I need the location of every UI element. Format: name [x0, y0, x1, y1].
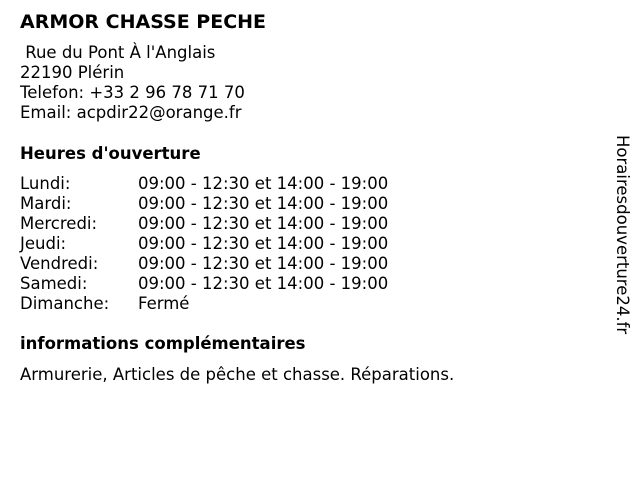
street-address: Rue du Pont À l'Anglais [20, 43, 216, 62]
day-label: Mardi: [20, 194, 72, 213]
hours-row-monday [20, 174, 388, 194]
info-text: Armurerie, Articles de pêche et chasse. Réparations. [20, 365, 455, 384]
postal-city: 22190 Plérin [20, 63, 125, 82]
time-range: 09:00 - 12:30 et 14:00 - 19:00 [138, 274, 389, 293]
hours-row-tuesday [20, 194, 388, 214]
site-watermark: Horairesdouverture24.fr [613, 135, 632, 335]
info-heading: informations complémentaires [20, 334, 306, 353]
hours-row-saturday [20, 274, 388, 294]
day-label: Lundi: [20, 174, 71, 193]
opening-hours-table [20, 174, 388, 314]
day-label: Mercredi: [20, 214, 98, 233]
time-range: 09:00 - 12:30 et 14:00 - 19:00 [138, 174, 389, 193]
day-label: Jeudi: [20, 234, 67, 253]
time-range: 09:00 - 12:30 et 14:00 - 19:00 [138, 214, 389, 233]
phone-number: Telefon: +33 2 96 78 71 70 [20, 83, 245, 102]
hours-row-wednesday [20, 214, 388, 234]
time-range: 09:00 - 12:30 et 14:00 - 19:00 [138, 234, 389, 253]
time-range: 09:00 - 12:30 et 14:00 - 19:00 [138, 194, 389, 213]
day-label: Samedi: [20, 274, 88, 293]
time-range: Fermé [138, 294, 190, 313]
day-label: Dimanche: [20, 294, 110, 313]
business-name: ARMOR CHASSE PECHE [20, 11, 267, 33]
hours-heading: Heures d'ouverture [20, 144, 201, 163]
hours-row-sunday [20, 294, 388, 314]
email-address: Email: acpdir22@orange.fr [20, 103, 242, 122]
hours-row-friday [20, 254, 388, 274]
address-block [20, 43, 245, 123]
hours-row-thursday [20, 234, 388, 254]
time-range: 09:00 - 12:30 et 14:00 - 19:00 [138, 254, 389, 273]
day-label: Vendredi: [20, 254, 99, 273]
